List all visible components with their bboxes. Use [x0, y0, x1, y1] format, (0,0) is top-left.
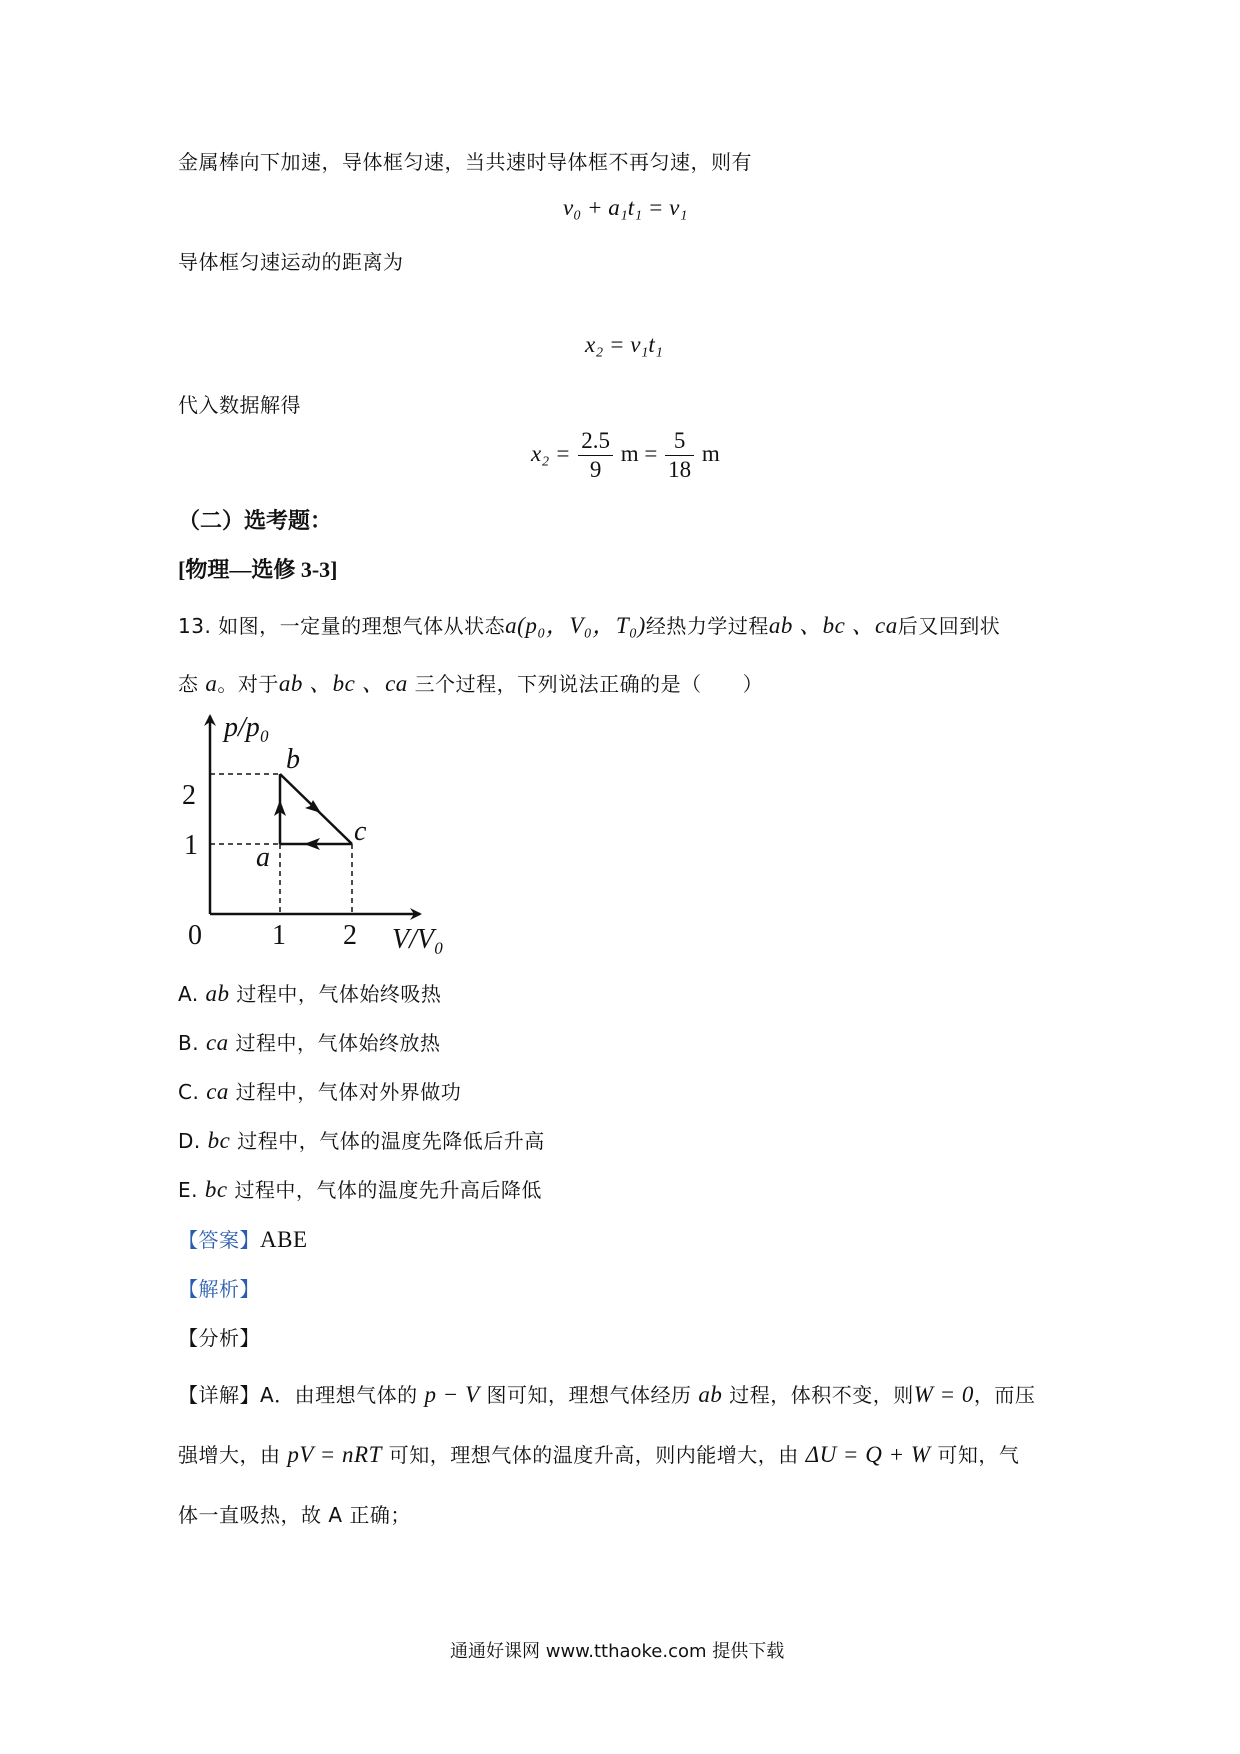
option-b — [178, 1027, 441, 1056]
detail-line-2 — [178, 1439, 1019, 1468]
question-three-processes: ab 、bc 、ca — [278, 671, 408, 696]
option-a-label: A. — [178, 982, 199, 1006]
question-text-5: 。对于 — [217, 672, 279, 696]
detail-line-1 — [178, 1379, 1035, 1408]
detail-ab: ab — [698, 1382, 723, 1407]
eq3-lhs: x₂ = — [531, 440, 571, 466]
solution-line-2: 导体框匀速运动的距离为 — [178, 250, 404, 274]
detail-pv: p − V — [424, 1382, 480, 1407]
option-d-label: D. — [178, 1129, 201, 1153]
option-a-var: ab — [205, 981, 230, 1006]
y-axis-label: p/p₀ — [224, 712, 270, 743]
detail-text-7: 可知，气 — [937, 1443, 1020, 1467]
option-b-label: B. — [178, 1031, 200, 1055]
x-axis-label: V/V₀ — [392, 924, 444, 955]
option-e-text: 过程中，气体的温度先升高后降低 — [234, 1178, 542, 1202]
analysis-tag: 【解析】 — [178, 1277, 260, 1301]
equation-distance: x₂ = v₁t₁ — [585, 332, 663, 357]
pv-diagram — [170, 700, 470, 970]
option-c — [178, 1076, 461, 1105]
eq3-mid: m = — [620, 440, 658, 466]
solution-line-1: 金属棒向下加速，导体框匀速，当共速时导体框不再匀速，则有 — [178, 150, 752, 174]
point-label-a: a — [256, 842, 270, 873]
question-state-a: a — [205, 671, 218, 696]
detail-text-2: 图可知，理想气体经历 — [486, 1383, 692, 1407]
detail-text-5: 强增大，由 — [178, 1443, 281, 1467]
question-line-2 — [178, 665, 763, 698]
option-e-label: E. — [178, 1178, 198, 1202]
solution-line-3: 代入数据解得 — [178, 393, 301, 417]
option-d-var: bc — [207, 1128, 231, 1153]
answer-value: ABE — [260, 1227, 308, 1252]
question-state: a(p₀，V₀，T₀) — [505, 613, 646, 638]
question-text-1: 如图，一定量的理想气体从状态 — [218, 614, 506, 638]
question-line-1 — [178, 607, 1000, 640]
option-a — [178, 978, 441, 1007]
fraction-denominator: 9 — [589, 457, 602, 482]
y-tick-2: 2 — [182, 780, 196, 811]
origin-label: 0 — [188, 920, 202, 951]
y-tick-1: 1 — [184, 830, 198, 861]
equation-velocity: v₀ + a₁t₁ = v₁ — [563, 195, 688, 220]
fraction-denominator: 18 — [668, 457, 692, 482]
option-d-text: 过程中，气体的温度先降低后升高 — [237, 1129, 545, 1153]
detail-line-3: 体一直吸热，故 A 正确； — [178, 1503, 411, 1527]
option-b-text: 过程中，气体始终放热 — [235, 1031, 441, 1055]
detail-ideal-gas-law: pV = nRT — [287, 1442, 382, 1467]
detail-tag: 【详解】 — [178, 1383, 260, 1407]
option-b-var: ca — [205, 1030, 229, 1055]
option-c-var: ca — [206, 1079, 229, 1104]
page-footer: 通通好课网 www.tthaoke.com 提供下载 — [450, 1641, 785, 1662]
option-a-text: 过程中，气体始终吸热 — [236, 982, 442, 1006]
fenxi-tag: 【分析】 — [178, 1326, 260, 1350]
option-c-label: C. — [178, 1080, 200, 1104]
point-label-c: c — [354, 816, 367, 847]
fraction-2.5-over-9 — [578, 427, 613, 484]
option-d — [178, 1125, 545, 1154]
question-text-2: 经热力学过程 — [645, 614, 769, 638]
answer-tag: 【答案】 — [178, 1228, 260, 1252]
option-e — [178, 1174, 542, 1203]
eq3-unit: m — [701, 440, 720, 466]
fraction-numerator: 5 — [665, 427, 694, 456]
fraction-numerator: 2.5 — [578, 427, 613, 456]
point-label-b: b — [286, 744, 300, 775]
detail-text-6: 可知，理想气体的温度升高，则内能增大，由 — [388, 1443, 799, 1467]
question-text-4: 态 — [178, 672, 199, 696]
equation-result — [531, 427, 720, 484]
fraction-5-over-18 — [665, 427, 694, 484]
question-number: 13. — [178, 614, 212, 638]
answer-line — [178, 1224, 308, 1253]
question-text-6: 三个过程，下列说法正确的是（ ） — [414, 672, 764, 696]
question-processes: ab 、bc 、ca — [768, 613, 898, 638]
x-tick-2: 2 — [343, 920, 357, 951]
section-heading: （二）选考题： — [178, 508, 333, 533]
detail-text-4: ，而压 — [973, 1383, 1036, 1407]
detail-w0: W = 0 — [913, 1382, 974, 1407]
detail-text-1: A．由理想气体的 — [260, 1383, 418, 1407]
question-text-3: 后又回到状 — [897, 614, 1001, 638]
topic-heading: [物理—选修 3-3] — [178, 557, 338, 582]
detail-first-law: ΔU = Q + W — [805, 1442, 931, 1467]
option-c-text: 过程中，气体对外界做功 — [235, 1080, 462, 1104]
x-tick-1: 1 — [272, 920, 286, 951]
detail-text-3: 过程，体积不变，则 — [729, 1383, 914, 1407]
option-e-var: bc — [204, 1177, 228, 1202]
